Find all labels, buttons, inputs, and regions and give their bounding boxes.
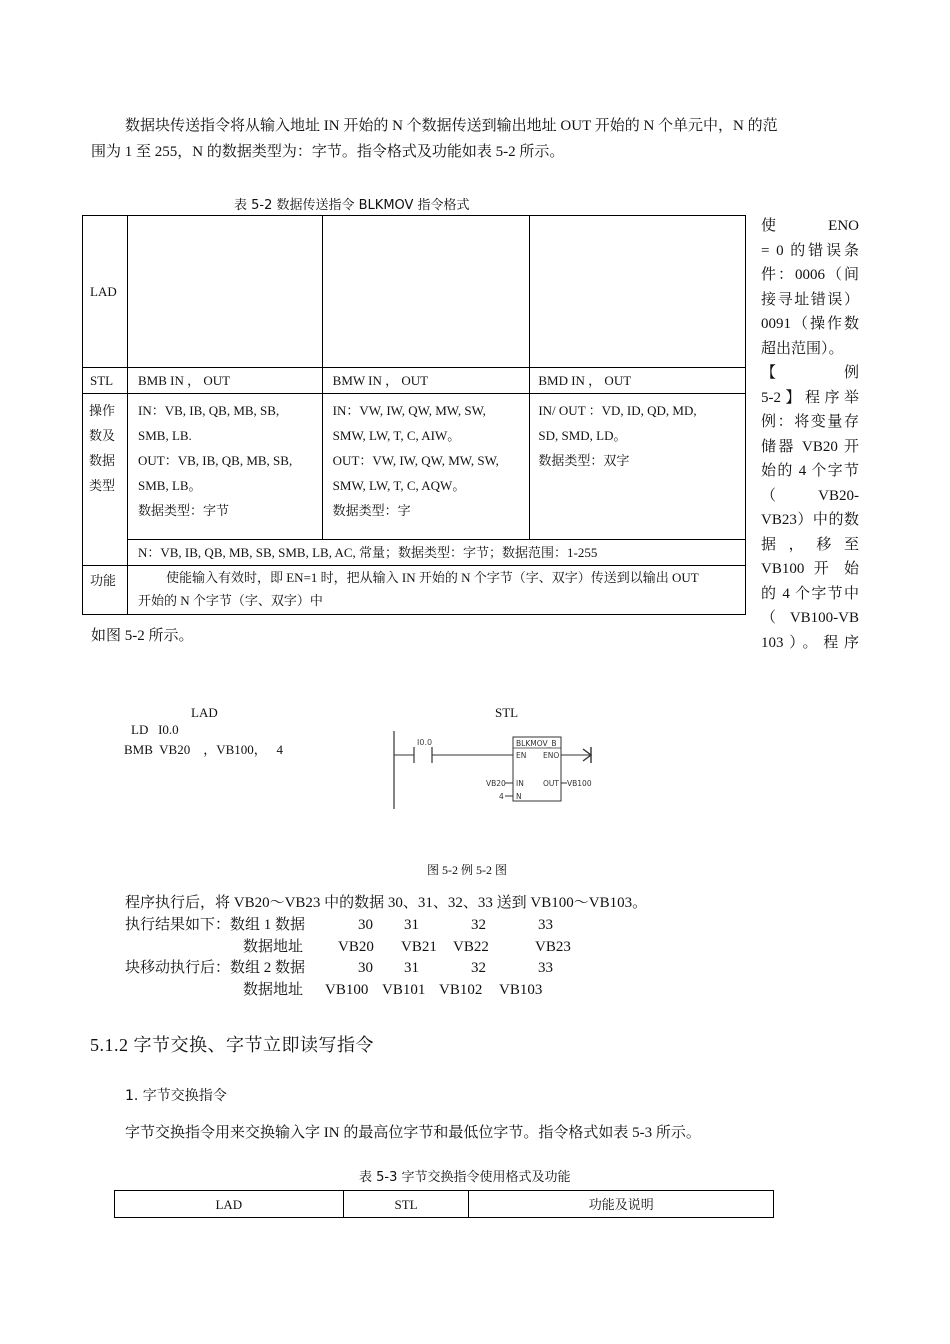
side-line: 例：将变量存	[761, 414, 859, 430]
result-row4-label: 数据地址	[243, 982, 304, 998]
ops-word-2: SMW, LW, T, C, AIW。	[332, 428, 461, 443]
data1-value: 33	[538, 917, 553, 933]
table-5-3	[114, 1190, 774, 1218]
section-heading: 5.1.2 字节交换、字节立即读写指令	[90, 1035, 374, 1055]
ops-byte-2: SMB, LB.	[137, 428, 192, 443]
ops-word-5: 数据类型：字	[332, 503, 411, 518]
pin-en: EN	[516, 751, 527, 760]
lad-cell-word	[322, 216, 530, 368]
row-label-lad: LAD	[90, 284, 117, 299]
ops-dword-1: IN/ OUT ：VD, ID, QD, MD,	[538, 403, 697, 418]
result-row1-label: 执行结果如下：数组 1 数据	[125, 917, 306, 933]
data1-value: 32	[471, 917, 486, 933]
data2-value: 30	[358, 960, 373, 976]
example-lad-label: LAD	[191, 705, 218, 720]
ops-byte-5: 数据类型：字节	[137, 503, 229, 518]
result-line-1: 程序执行后，将 VB20～VB23 中的数据 30、31、32、33 送到 VB100～VB103。	[125, 895, 648, 911]
table-row-n	[83, 540, 746, 566]
side-line: VB23）中的数	[761, 512, 859, 528]
col-stl: STL	[394, 1196, 418, 1212]
example-code-line-1: LD I0.0	[131, 722, 179, 737]
side-line: 的 4 个字节中	[761, 585, 859, 602]
table-row-function	[83, 566, 746, 615]
ops-dword-3: 数据类型：双字	[538, 453, 630, 468]
addr2-value: VB100	[325, 982, 369, 998]
pin-in: IN	[516, 779, 524, 788]
side-line: 接寻址错误）	[761, 291, 859, 308]
side-line: 件：0006（间	[761, 267, 859, 283]
lad-cell-byte	[127, 216, 322, 368]
section-paragraph: 字节交换指令用来交换输入字 IN 的最高位字节和最低位字节。指令格式如表 5-3 所示。	[125, 1125, 701, 1141]
example-code-line-2: BMB VB20 ，VB100， 4	[124, 742, 284, 757]
row-label-operands: 操作数及数据类型	[89, 403, 116, 493]
pin-out: OUT	[543, 779, 559, 788]
side-line: （ VB20-	[761, 487, 859, 504]
side-line: 使 ENO	[761, 218, 859, 234]
result-row2-label: 数据地址	[243, 939, 304, 955]
addr1-value: VB20	[338, 939, 374, 955]
stl-dword: BMD IN ， OUT	[538, 373, 632, 388]
addr2-value: VB101	[382, 982, 426, 998]
data2-value: 31	[404, 960, 419, 976]
table-5-2-caption: 表 5-2 数据传送指令 BLKMOV 指令格式	[234, 198, 470, 213]
ladder-diagram	[385, 725, 605, 815]
table-5-2	[82, 215, 746, 615]
side-line: 储器 VB20 开	[761, 438, 859, 455]
table-row-operands	[83, 394, 746, 540]
side-text	[761, 214, 859, 655]
table-5-3-header	[115, 1191, 774, 1218]
table-row-stl	[83, 368, 746, 394]
side-line: 据 ， 移 至	[761, 536, 859, 553]
data1-value: 30	[358, 917, 373, 933]
contact-i0-0	[414, 747, 432, 763]
function-line-2: 开始的 N 个字节（字、双字）中	[137, 593, 323, 608]
n-operand: 4	[499, 792, 504, 801]
ops-byte-4: SMB, LB。	[137, 478, 202, 493]
row-label-function: 功能	[90, 573, 117, 588]
figure-caption: 图 5-2 例 5-2 图	[427, 863, 507, 877]
side-line: 0091（操作数	[761, 316, 859, 332]
pin-n: N	[516, 792, 522, 801]
row-label-stl: STL	[90, 373, 114, 388]
side-line: 103）。程序	[761, 634, 859, 651]
data2-value: 32	[471, 960, 486, 976]
col-function: 功能及说明	[588, 1196, 654, 1212]
addr2-value: VB102	[439, 982, 483, 998]
subsection-heading: 1. 字节交换指令	[125, 1088, 227, 1104]
table-5-3-caption: 表 5-3 字节交换指令使用格式及功能	[359, 1170, 571, 1185]
ops-word-3: OUT：VW, IW, QW, MW, SW,	[332, 453, 499, 468]
ops-dword-2: SD, SMD, LD。	[538, 428, 627, 443]
example-stl-label: STL	[495, 705, 519, 720]
addr1-value: VB21	[401, 939, 437, 955]
ops-word-4: SMW, LW, T, C, AQW。	[332, 478, 466, 493]
stl-byte: BMB IN ， OUT	[137, 373, 231, 388]
side-line: VB100 开 始	[761, 561, 859, 577]
data1-value: 31	[404, 917, 419, 933]
in-operand: VB20	[486, 779, 506, 788]
side-line: 5-2】程序举	[761, 389, 859, 406]
function-line-1: 使能输入有效时，即 EN=1 时，把从输入 IN 开始的 N 个字节（字、双字）传送到以输出 OUT	[165, 570, 699, 585]
intro-line-2: 围为 1 至 255，N 的数据类型为：字节。指令格式及功能如表 5-2 所示。	[91, 144, 565, 160]
col-lad: LAD	[215, 1196, 243, 1212]
addr1-value: VB22	[453, 939, 489, 955]
side-line: 【 例	[761, 365, 859, 381]
ops-word-1: IN：VW, IW, QW, MW, SW,	[332, 403, 486, 418]
side-line: 始的 4 个字节	[761, 463, 859, 479]
after-table-text: 如图 5-2 所示。	[91, 628, 194, 644]
box-title: BLKMOV_B	[516, 739, 557, 748]
data2-value: 33	[538, 960, 553, 976]
addr1-value: VB23	[535, 939, 571, 955]
stl-word: BMW IN ， OUT	[332, 373, 429, 388]
ops-byte-1: IN：VB, IB, QB, MB, SB,	[137, 403, 280, 418]
out-operand: VB100	[567, 779, 592, 788]
n-range: N：VB, IB, QB, MB, SB, SMB, LB, AC, 常量；数据类型：字节；数据范围：1-255	[137, 545, 598, 560]
ops-byte-3: OUT：VB, IB, QB, MB, SB,	[137, 453, 293, 468]
contact-label: I0.0	[417, 738, 433, 747]
side-line: = 0 的错误条	[761, 242, 859, 259]
result-row3-label: 块移动执行后：数组 2 数据	[125, 960, 306, 976]
side-line: （ VB100-VB	[761, 610, 859, 626]
pin-eno: ENO	[543, 751, 560, 760]
intro-line-1: 数据块传送指令将从输入地址 IN 开始的 N 个数据传送到输出地址 OUT 开始的 N 个单元中，N 的范	[125, 118, 778, 134]
addr2-value: VB103	[499, 982, 543, 998]
lad-cell-dword	[530, 216, 746, 368]
side-line: 超出范围）。	[761, 340, 844, 357]
table-row-lad	[83, 216, 746, 368]
